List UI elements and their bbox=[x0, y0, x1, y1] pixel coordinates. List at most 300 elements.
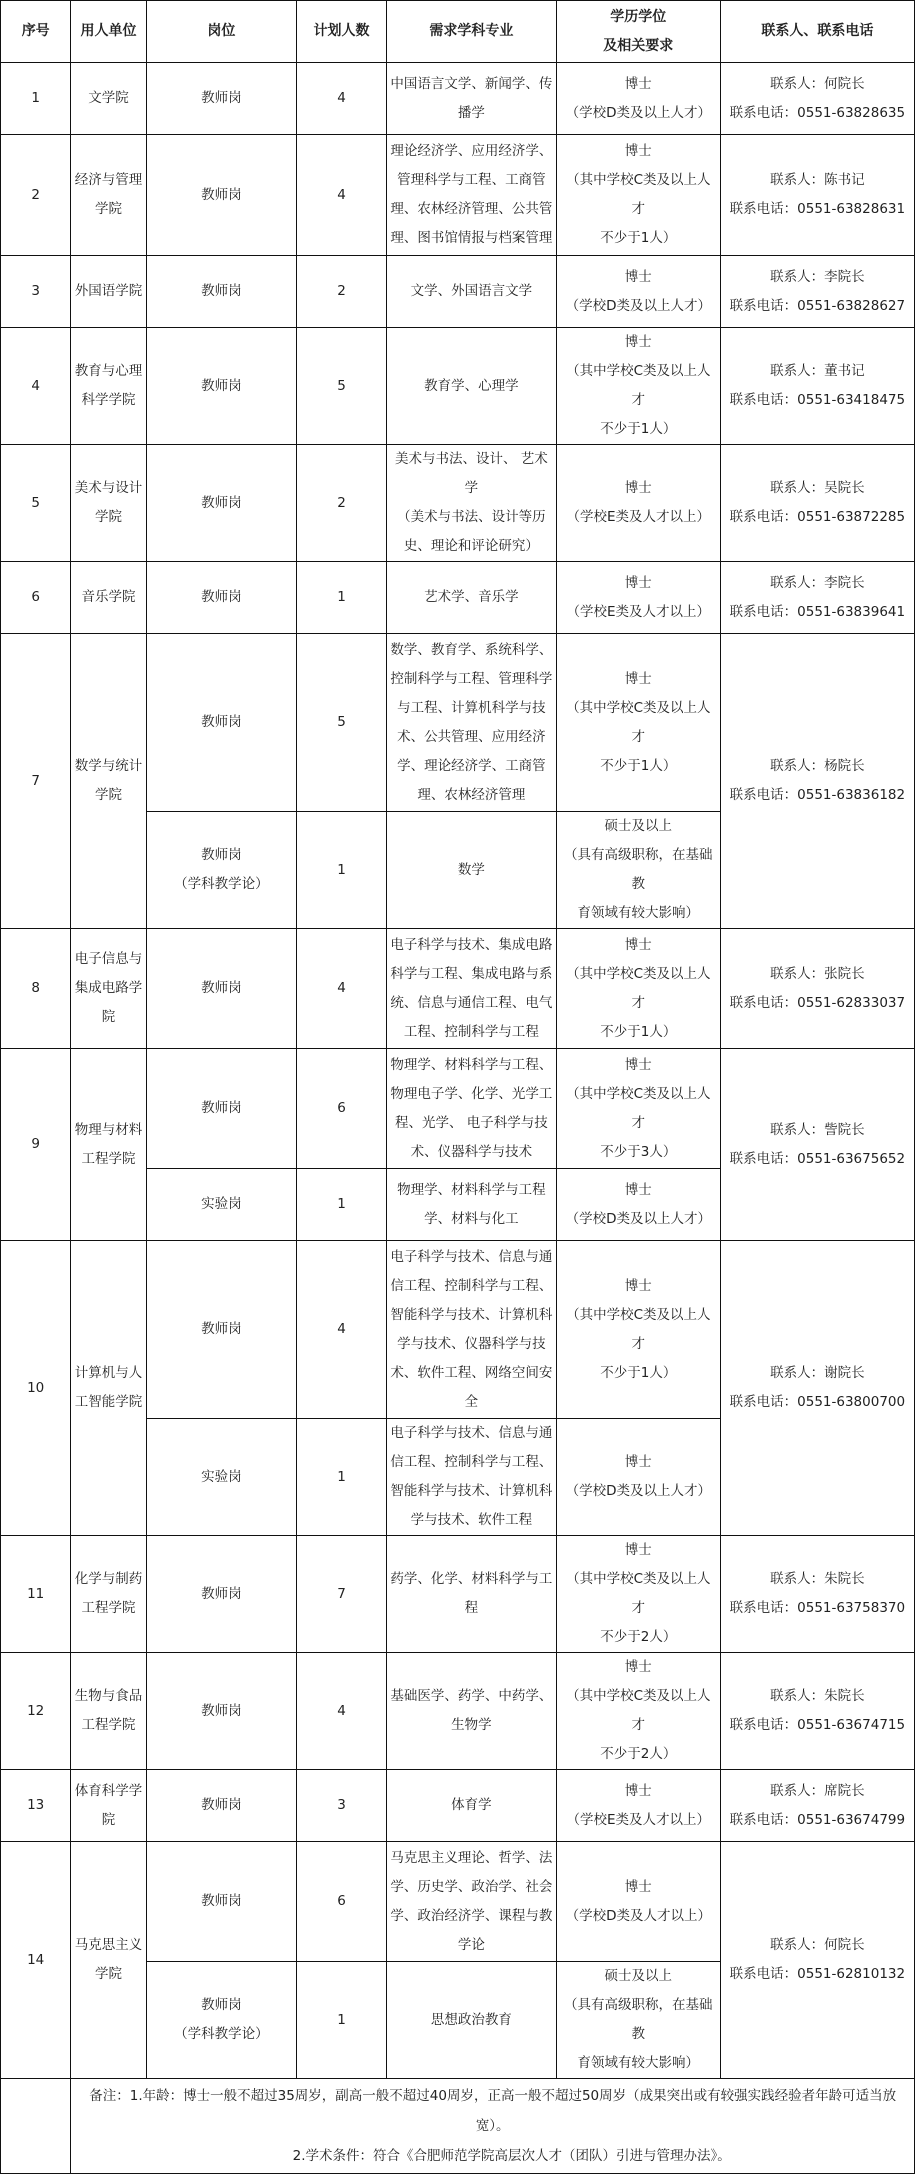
seq-cell: 1 bbox=[1, 63, 71, 135]
unit-line: 学院 bbox=[95, 787, 123, 803]
major-line: 学、政治经济学、课程与教 bbox=[390, 1907, 553, 1924]
degree-line: （具有高级职称，在基础教 bbox=[564, 847, 713, 892]
contact-person: 联系人：陈书记 bbox=[770, 172, 865, 188]
unit-cell bbox=[71, 328, 146, 445]
contact-cell bbox=[720, 1653, 914, 1770]
major-line: 学与技术、软件工程 bbox=[410, 1512, 533, 1528]
post-cell bbox=[146, 63, 297, 135]
major-line: 术、软件工程、网络空间安 bbox=[390, 1364, 553, 1381]
unit-cell bbox=[71, 1536, 146, 1653]
post-line: 教师岗 bbox=[201, 90, 242, 106]
contact-cell bbox=[720, 1241, 914, 1536]
count-cell: 2 bbox=[297, 256, 387, 328]
post-line: 实验岗 bbox=[201, 1196, 242, 1212]
contact-phone: 联系电话：0551-63836182 bbox=[729, 787, 906, 803]
contact-phone: 联系电话：0551-63839641 bbox=[729, 603, 906, 620]
degree-cell bbox=[556, 63, 720, 135]
major-line: 文学、外国语言文学 bbox=[410, 283, 533, 299]
unit-line: 学院 bbox=[95, 1966, 123, 1982]
degree-line: 博士 bbox=[624, 936, 652, 953]
major-cell bbox=[386, 1653, 556, 1770]
seq-cell: 11 bbox=[1, 1536, 71, 1653]
post-cell bbox=[146, 562, 297, 634]
table-row bbox=[1, 562, 915, 634]
count-cell: 1 bbox=[297, 1962, 387, 2079]
degree-line: 博士 bbox=[624, 670, 652, 687]
major-line: 思想政治教育 bbox=[430, 2011, 512, 2028]
contact-person: 联系人：朱院长 bbox=[770, 1571, 865, 1587]
post-cell bbox=[146, 256, 297, 328]
degree-cell bbox=[556, 562, 720, 634]
degree-line: 育领域有较大影响） bbox=[577, 905, 700, 921]
degree-line: 博士 bbox=[624, 143, 652, 159]
post-line: 教师岗 bbox=[201, 186, 242, 203]
contact-cell bbox=[720, 1842, 914, 2079]
major-line: 物理学、材料科学与工程 bbox=[397, 1181, 546, 1198]
post-cell bbox=[146, 135, 297, 256]
post-cell bbox=[146, 812, 297, 929]
unit-line: 工智能学院 bbox=[74, 1394, 143, 1410]
degree-cell bbox=[556, 1842, 720, 1962]
major-line: 统、信息与通信工程、电气 bbox=[390, 994, 553, 1011]
degree-line: 博士 bbox=[624, 1454, 652, 1470]
degree-line: 博士 bbox=[624, 1878, 652, 1895]
degree-cell bbox=[556, 1653, 720, 1770]
degree-line: 博士 bbox=[624, 1056, 652, 1073]
contact-person: 联系人：訾院长 bbox=[770, 1121, 865, 1138]
major-line: 药学、化学、材料科学与工 bbox=[390, 1571, 553, 1587]
major-line: 学、材料与化工 bbox=[424, 1210, 519, 1227]
table-row bbox=[1, 256, 915, 328]
major-line: （美术与书法、设计等历 bbox=[397, 509, 546, 525]
post-line: 教师岗 bbox=[201, 589, 242, 605]
post-cell bbox=[146, 929, 297, 1049]
degree-line: 硕士及以上 bbox=[604, 1968, 673, 1984]
count-cell: 1 bbox=[297, 812, 387, 929]
post-line: 教师岗 bbox=[201, 1321, 242, 1337]
contact-phone: 联系电话：0551-63872285 bbox=[729, 509, 906, 525]
contact-phone: 联系电话：0551-63828627 bbox=[729, 297, 906, 314]
major-line: 术、仪器科学与技术 bbox=[410, 1143, 533, 1160]
major-line: 数学 bbox=[457, 861, 485, 878]
contact-phone: 联系电话：0551-63828635 bbox=[729, 104, 906, 121]
table-row bbox=[1, 1842, 915, 1962]
major-line: 程 bbox=[464, 1600, 479, 1616]
contact-person: 联系人：吴院长 bbox=[770, 480, 865, 496]
remark-line-2: 2.学术条件：符合《合肥师范学院高层次人才（团队）引进与管理办法》。 bbox=[292, 2148, 731, 2164]
count-cell: 1 bbox=[297, 1169, 387, 1241]
major-line: 学论 bbox=[457, 1936, 485, 1953]
major-line: 全 bbox=[464, 1393, 479, 1410]
degree-line: 育领域有较大影响） bbox=[577, 2055, 700, 2071]
table-row bbox=[1, 929, 915, 1049]
unit-line: 物理与材料 bbox=[74, 1121, 143, 1138]
unit-line: 工程学院 bbox=[81, 1150, 136, 1167]
table-row bbox=[1, 63, 915, 135]
contact-cell bbox=[720, 256, 914, 328]
count-cell: 4 bbox=[297, 1653, 387, 1770]
major-line: 生物学 bbox=[451, 1717, 492, 1733]
post-line: （学科教学论） bbox=[174, 876, 269, 892]
major-line: 数学、教育学、系统科学、 bbox=[390, 641, 553, 658]
degree-line: 不少于1人） bbox=[600, 1023, 677, 1040]
contact-cell bbox=[720, 135, 914, 256]
seq-cell: 9 bbox=[1, 1049, 71, 1241]
post-cell bbox=[146, 328, 297, 445]
degree-line: （其中学校C类及以上人才 bbox=[566, 699, 711, 745]
major-cell bbox=[386, 1770, 556, 1842]
major-line: 教育学、心理学 bbox=[424, 377, 519, 394]
degree-line: 硕士及以上 bbox=[604, 818, 673, 834]
count-cell: 1 bbox=[297, 562, 387, 634]
unit-line: 外国语学院 bbox=[74, 283, 143, 299]
degree-line: 不少于1人） bbox=[600, 421, 677, 437]
count-cell: 6 bbox=[297, 1842, 387, 1962]
degree-cell bbox=[556, 1770, 720, 1842]
major-line: 理、农林经济管理 bbox=[417, 786, 526, 803]
post-line: 教师岗 bbox=[201, 1797, 242, 1813]
unit-line: 音乐学院 bbox=[81, 589, 136, 605]
post-line: 教师岗 bbox=[201, 980, 242, 996]
header-unit: 用人单位 bbox=[71, 1, 146, 63]
degree-cell bbox=[556, 445, 720, 562]
header-post: 岗位 bbox=[146, 1, 297, 63]
major-line: 史、理论和评论研究） bbox=[403, 538, 539, 554]
major-line: 学与技术、仪器科学与技 bbox=[397, 1335, 546, 1352]
unit-line: 学院 bbox=[95, 201, 123, 217]
table-row bbox=[1, 1049, 915, 1169]
major-line: 术、公共管理、应用经济 bbox=[397, 728, 546, 745]
major-cell bbox=[386, 1962, 556, 2079]
degree-line: （其中学校C类及以上人才 bbox=[566, 1306, 711, 1352]
unit-line: 体育科学学 bbox=[74, 1782, 143, 1799]
degree-line: 博士 bbox=[624, 1181, 652, 1198]
seq-cell: 4 bbox=[1, 328, 71, 445]
degree-line: （学校D类及以上人才） bbox=[565, 1210, 711, 1227]
major-line: 美术与书法、设计、 艺术学 bbox=[395, 451, 548, 496]
degree-line: 博士 bbox=[624, 1277, 652, 1294]
major-line: 智能科学与技术、计算机科 bbox=[390, 1483, 553, 1499]
post-cell bbox=[146, 1419, 297, 1536]
post-cell bbox=[146, 634, 297, 812]
major-line: 中国语言文学、新闻学、传 bbox=[390, 75, 553, 92]
degree-line: （学校D类及人才以上） bbox=[565, 1907, 711, 1924]
post-cell bbox=[146, 1770, 297, 1842]
unit-line: 院 bbox=[101, 1811, 116, 1828]
contact-person: 联系人：朱院长 bbox=[770, 1688, 865, 1704]
major-line: 信工程、控制科学与工程、 bbox=[390, 1454, 553, 1470]
post-line: 教师岗 bbox=[201, 283, 242, 299]
major-line: 管理科学与工程、工商管 bbox=[397, 172, 546, 188]
seq-cell: 13 bbox=[1, 1770, 71, 1842]
contact-phone: 联系电话：0551-62810132 bbox=[729, 1966, 906, 1982]
post-line: 实验岗 bbox=[201, 1468, 242, 1485]
table-body bbox=[1, 63, 915, 2079]
unit-line: 文学院 bbox=[88, 90, 129, 106]
degree-cell bbox=[556, 1241, 720, 1419]
contact-cell bbox=[720, 634, 914, 929]
contact-cell bbox=[720, 1049, 914, 1241]
unit-line: 集成电路学 bbox=[74, 980, 143, 996]
degree-line: 博士 bbox=[624, 1659, 652, 1675]
seq-cell: 14 bbox=[1, 1842, 71, 2079]
count-cell: 3 bbox=[297, 1770, 387, 1842]
major-cell bbox=[386, 1049, 556, 1169]
major-cell bbox=[386, 328, 556, 445]
major-line: 体育学 bbox=[451, 1797, 492, 1813]
major-line: 理、农林经济管理、公共管 bbox=[390, 201, 553, 217]
post-cell bbox=[146, 1169, 297, 1241]
remark-line-1: 备注：1.年龄：博士一般不超过35周岁，副高一般不超过40周岁，正高一般不超过50周岁（成果突出或有较强实践经验者年龄可适当放 bbox=[89, 2088, 897, 2104]
unit-cell bbox=[71, 929, 146, 1049]
degree-line: 不少于3人） bbox=[600, 1143, 677, 1160]
degree-line: 博士 bbox=[624, 574, 652, 591]
remarks-blank-cell bbox=[1, 2079, 71, 2174]
degree-cell bbox=[556, 328, 720, 445]
unit-line: 学院 bbox=[95, 509, 123, 525]
major-line: 马克思主义理论、哲学、法 bbox=[390, 1849, 553, 1866]
post-line: 教师岗 bbox=[201, 714, 242, 730]
unit-line: 工程学院 bbox=[81, 1717, 136, 1733]
post-cell bbox=[146, 1653, 297, 1770]
degree-line: 博士 bbox=[624, 480, 652, 496]
count-cell: 7 bbox=[297, 1536, 387, 1653]
unit-cell bbox=[71, 1241, 146, 1536]
header-count: 计划人数 bbox=[297, 1, 387, 63]
contact-cell bbox=[720, 445, 914, 562]
degree-line: 不少于1人） bbox=[600, 1364, 677, 1381]
degree-cell bbox=[556, 1169, 720, 1241]
degree-cell bbox=[556, 1962, 720, 2079]
major-line: 信工程、控制科学与工程、 bbox=[390, 1277, 553, 1294]
remarks-row bbox=[1, 2079, 915, 2174]
table-row bbox=[1, 445, 915, 562]
unit-line: 经济与管理 bbox=[74, 172, 143, 188]
post-line: 教师岗 bbox=[201, 1585, 242, 1602]
major-line: 电子科学与技术、信息与通 bbox=[390, 1425, 553, 1441]
contact-person: 联系人：谢院长 bbox=[770, 1365, 865, 1381]
contact-person: 联系人：李院长 bbox=[770, 574, 865, 591]
seq-cell: 8 bbox=[1, 929, 71, 1049]
major-line: 电子科学与技术、信息与通 bbox=[390, 1248, 553, 1265]
degree-line: 博士 bbox=[624, 268, 652, 285]
header-degree-line1: 学历学位 bbox=[610, 8, 667, 25]
contact-phone: 联系电话：0551-63800700 bbox=[729, 1394, 906, 1410]
count-cell: 6 bbox=[297, 1049, 387, 1169]
degree-line: （其中学校C类及以上人才 bbox=[566, 965, 711, 1011]
major-cell bbox=[386, 1842, 556, 1962]
post-line: 教师岗 bbox=[201, 1702, 242, 1719]
remarks-cell bbox=[71, 2079, 915, 2174]
degree-line: （其中学校C类及以上人才 bbox=[566, 172, 711, 217]
degree-cell bbox=[556, 135, 720, 256]
post-cell bbox=[146, 1842, 297, 1962]
contact-person: 联系人：何院长 bbox=[770, 75, 865, 92]
contact-person: 联系人：董书记 bbox=[770, 363, 865, 379]
count-cell: 4 bbox=[297, 63, 387, 135]
unit-cell bbox=[71, 1770, 146, 1842]
major-line: 学、理论经济学、工商管 bbox=[397, 757, 546, 774]
table-row bbox=[1, 1770, 915, 1842]
unit-cell bbox=[71, 256, 146, 328]
unit-cell bbox=[71, 1842, 146, 2079]
contact-phone: 联系电话：0551-63674715 bbox=[729, 1717, 906, 1733]
major-cell bbox=[386, 1169, 556, 1241]
degree-line: （学校E类及人才以上） bbox=[566, 1811, 711, 1828]
seq-cell: 3 bbox=[1, 256, 71, 328]
major-line: 物理电子学、化学、光学工 bbox=[390, 1085, 553, 1102]
degree-line: 不少于2人） bbox=[600, 1629, 677, 1645]
unit-line: 生物与食品 bbox=[74, 1688, 143, 1704]
unit-line: 美术与设计 bbox=[74, 480, 143, 496]
unit-cell bbox=[71, 1653, 146, 1770]
contact-cell bbox=[720, 1536, 914, 1653]
major-line: 工程、控制科学与工程 bbox=[403, 1023, 539, 1040]
unit-line: 科学学院 bbox=[81, 392, 136, 408]
header-seq: 序号 bbox=[1, 1, 71, 63]
contact-person: 联系人：李院长 bbox=[770, 268, 865, 285]
degree-line: 博士 bbox=[624, 75, 652, 92]
table-row bbox=[1, 135, 915, 256]
contact-phone: 联系电话：0551-63418475 bbox=[729, 392, 906, 408]
count-cell: 4 bbox=[297, 135, 387, 256]
count-cell: 1 bbox=[297, 1419, 387, 1536]
degree-cell bbox=[556, 812, 720, 929]
major-line: 电子科学与技术、集成电路 bbox=[390, 936, 553, 953]
major-line: 学、历史学、政治学、社会 bbox=[390, 1878, 553, 1895]
major-cell bbox=[386, 562, 556, 634]
major-line: 播学 bbox=[457, 104, 485, 121]
post-line: 教师岗 bbox=[201, 1997, 242, 2013]
unit-cell bbox=[71, 63, 146, 135]
degree-line: （学校D类及以上人才） bbox=[565, 297, 711, 314]
table-row bbox=[1, 1653, 915, 1770]
major-cell bbox=[386, 135, 556, 256]
major-line: 理、图书馆情报与档案管理 bbox=[390, 230, 553, 246]
header-contact: 联系人、联系电话 bbox=[720, 1, 914, 63]
table-row bbox=[1, 634, 915, 812]
header-degree-line2: 及相关要求 bbox=[603, 37, 674, 54]
count-cell: 2 bbox=[297, 445, 387, 562]
degree-line: （其中学校C类及以上人才 bbox=[566, 1571, 711, 1616]
post-cell bbox=[146, 445, 297, 562]
seq-cell: 7 bbox=[1, 634, 71, 929]
contact-cell bbox=[720, 63, 914, 135]
seq-cell: 5 bbox=[1, 445, 71, 562]
post-line: （学科教学论） bbox=[174, 2026, 269, 2042]
degree-line: （学校E类及人才以上） bbox=[566, 603, 711, 620]
degree-cell bbox=[556, 256, 720, 328]
major-cell bbox=[386, 929, 556, 1049]
unit-cell bbox=[71, 445, 146, 562]
seq-cell: 12 bbox=[1, 1653, 71, 1770]
contact-phone: 联系电话：0551-63674799 bbox=[729, 1811, 906, 1828]
seq-cell: 2 bbox=[1, 135, 71, 256]
unit-line: 电子信息与 bbox=[74, 951, 143, 967]
contact-cell bbox=[720, 929, 914, 1049]
major-line: 基础医学、药学、中药学、 bbox=[390, 1688, 553, 1704]
unit-line: 化学与制药 bbox=[74, 1571, 143, 1587]
degree-line: （其中学校C类及以上人才 bbox=[566, 1688, 711, 1733]
unit-cell bbox=[71, 634, 146, 929]
unit-line: 教育与心理 bbox=[74, 363, 143, 379]
unit-line: 数学与统计 bbox=[74, 758, 143, 774]
degree-line: 不少于1人） bbox=[600, 757, 677, 774]
post-line: 教师岗 bbox=[201, 1100, 242, 1116]
post-cell bbox=[146, 1049, 297, 1169]
contact-cell bbox=[720, 1770, 914, 1842]
count-cell: 5 bbox=[297, 634, 387, 812]
contact-phone: 联系电话：0551-63675652 bbox=[729, 1150, 906, 1167]
major-line: 智能科学与技术、计算机科 bbox=[390, 1306, 553, 1323]
degree-line: （具有高级职称，在基础教 bbox=[564, 1997, 713, 2042]
major-line: 控制科学与工程、管理科学 bbox=[390, 670, 553, 687]
unit-line: 马克思主义 bbox=[74, 1937, 143, 1953]
degree-line: 博士 bbox=[624, 1782, 652, 1799]
major-cell bbox=[386, 1419, 556, 1536]
degree-line: （其中学校C类及以上人才 bbox=[566, 1085, 711, 1131]
table-row bbox=[1, 1241, 915, 1419]
major-cell bbox=[386, 445, 556, 562]
contact-phone: 联系电话：0551-62833037 bbox=[729, 994, 906, 1011]
major-line: 艺术学、音乐学 bbox=[424, 589, 519, 605]
major-line: 与工程、计算机科学与技 bbox=[397, 699, 546, 716]
major-cell bbox=[386, 812, 556, 929]
contact-person: 联系人：席院长 bbox=[770, 1782, 865, 1799]
major-line: 程、光学、 电子科学与技 bbox=[395, 1114, 548, 1131]
degree-cell bbox=[556, 929, 720, 1049]
degree-line: 不少于1人） bbox=[600, 230, 677, 246]
header-degree bbox=[556, 1, 720, 63]
unit-line: 院 bbox=[101, 1009, 116, 1025]
degree-line: （学校D类及以上人才） bbox=[565, 1483, 711, 1499]
post-line: 教师岗 bbox=[201, 847, 242, 863]
post-cell bbox=[146, 1536, 297, 1653]
major-cell bbox=[386, 1241, 556, 1419]
degree-cell bbox=[556, 634, 720, 812]
remark-line-1b: 宽）。 bbox=[475, 2118, 510, 2134]
contact-phone: 联系电话：0551-63758370 bbox=[729, 1600, 906, 1616]
degree-cell bbox=[556, 1049, 720, 1169]
degree-line: （学校D类及以上人才） bbox=[565, 104, 711, 121]
degree-line: （学校E类及人才以上） bbox=[566, 509, 711, 525]
unit-line: 计算机与人 bbox=[74, 1365, 143, 1381]
contact-person: 联系人：何院长 bbox=[770, 1937, 865, 1953]
table-row bbox=[1, 328, 915, 445]
contact-person: 联系人：杨院长 bbox=[770, 758, 865, 774]
degree-line: （其中学校C类及以上人才 bbox=[566, 363, 711, 408]
major-cell bbox=[386, 63, 556, 135]
major-cell bbox=[386, 634, 556, 812]
degree-line: 博士 bbox=[624, 1542, 652, 1558]
header-major: 需求学科专业 bbox=[386, 1, 556, 63]
count-cell: 5 bbox=[297, 328, 387, 445]
post-cell bbox=[146, 1962, 297, 2079]
seq-cell: 6 bbox=[1, 562, 71, 634]
contact-cell bbox=[720, 328, 914, 445]
major-line: 理论经济学、应用经济学、 bbox=[390, 143, 553, 159]
contact-cell bbox=[720, 562, 914, 634]
seq-cell: 10 bbox=[1, 1241, 71, 1536]
post-cell bbox=[146, 1241, 297, 1419]
post-line: 教师岗 bbox=[201, 494, 242, 511]
degree-cell bbox=[556, 1536, 720, 1653]
table-row bbox=[1, 1536, 915, 1653]
major-cell bbox=[386, 1536, 556, 1653]
unit-line: 工程学院 bbox=[81, 1600, 136, 1616]
count-cell: 4 bbox=[297, 929, 387, 1049]
degree-line: 博士 bbox=[624, 334, 652, 350]
